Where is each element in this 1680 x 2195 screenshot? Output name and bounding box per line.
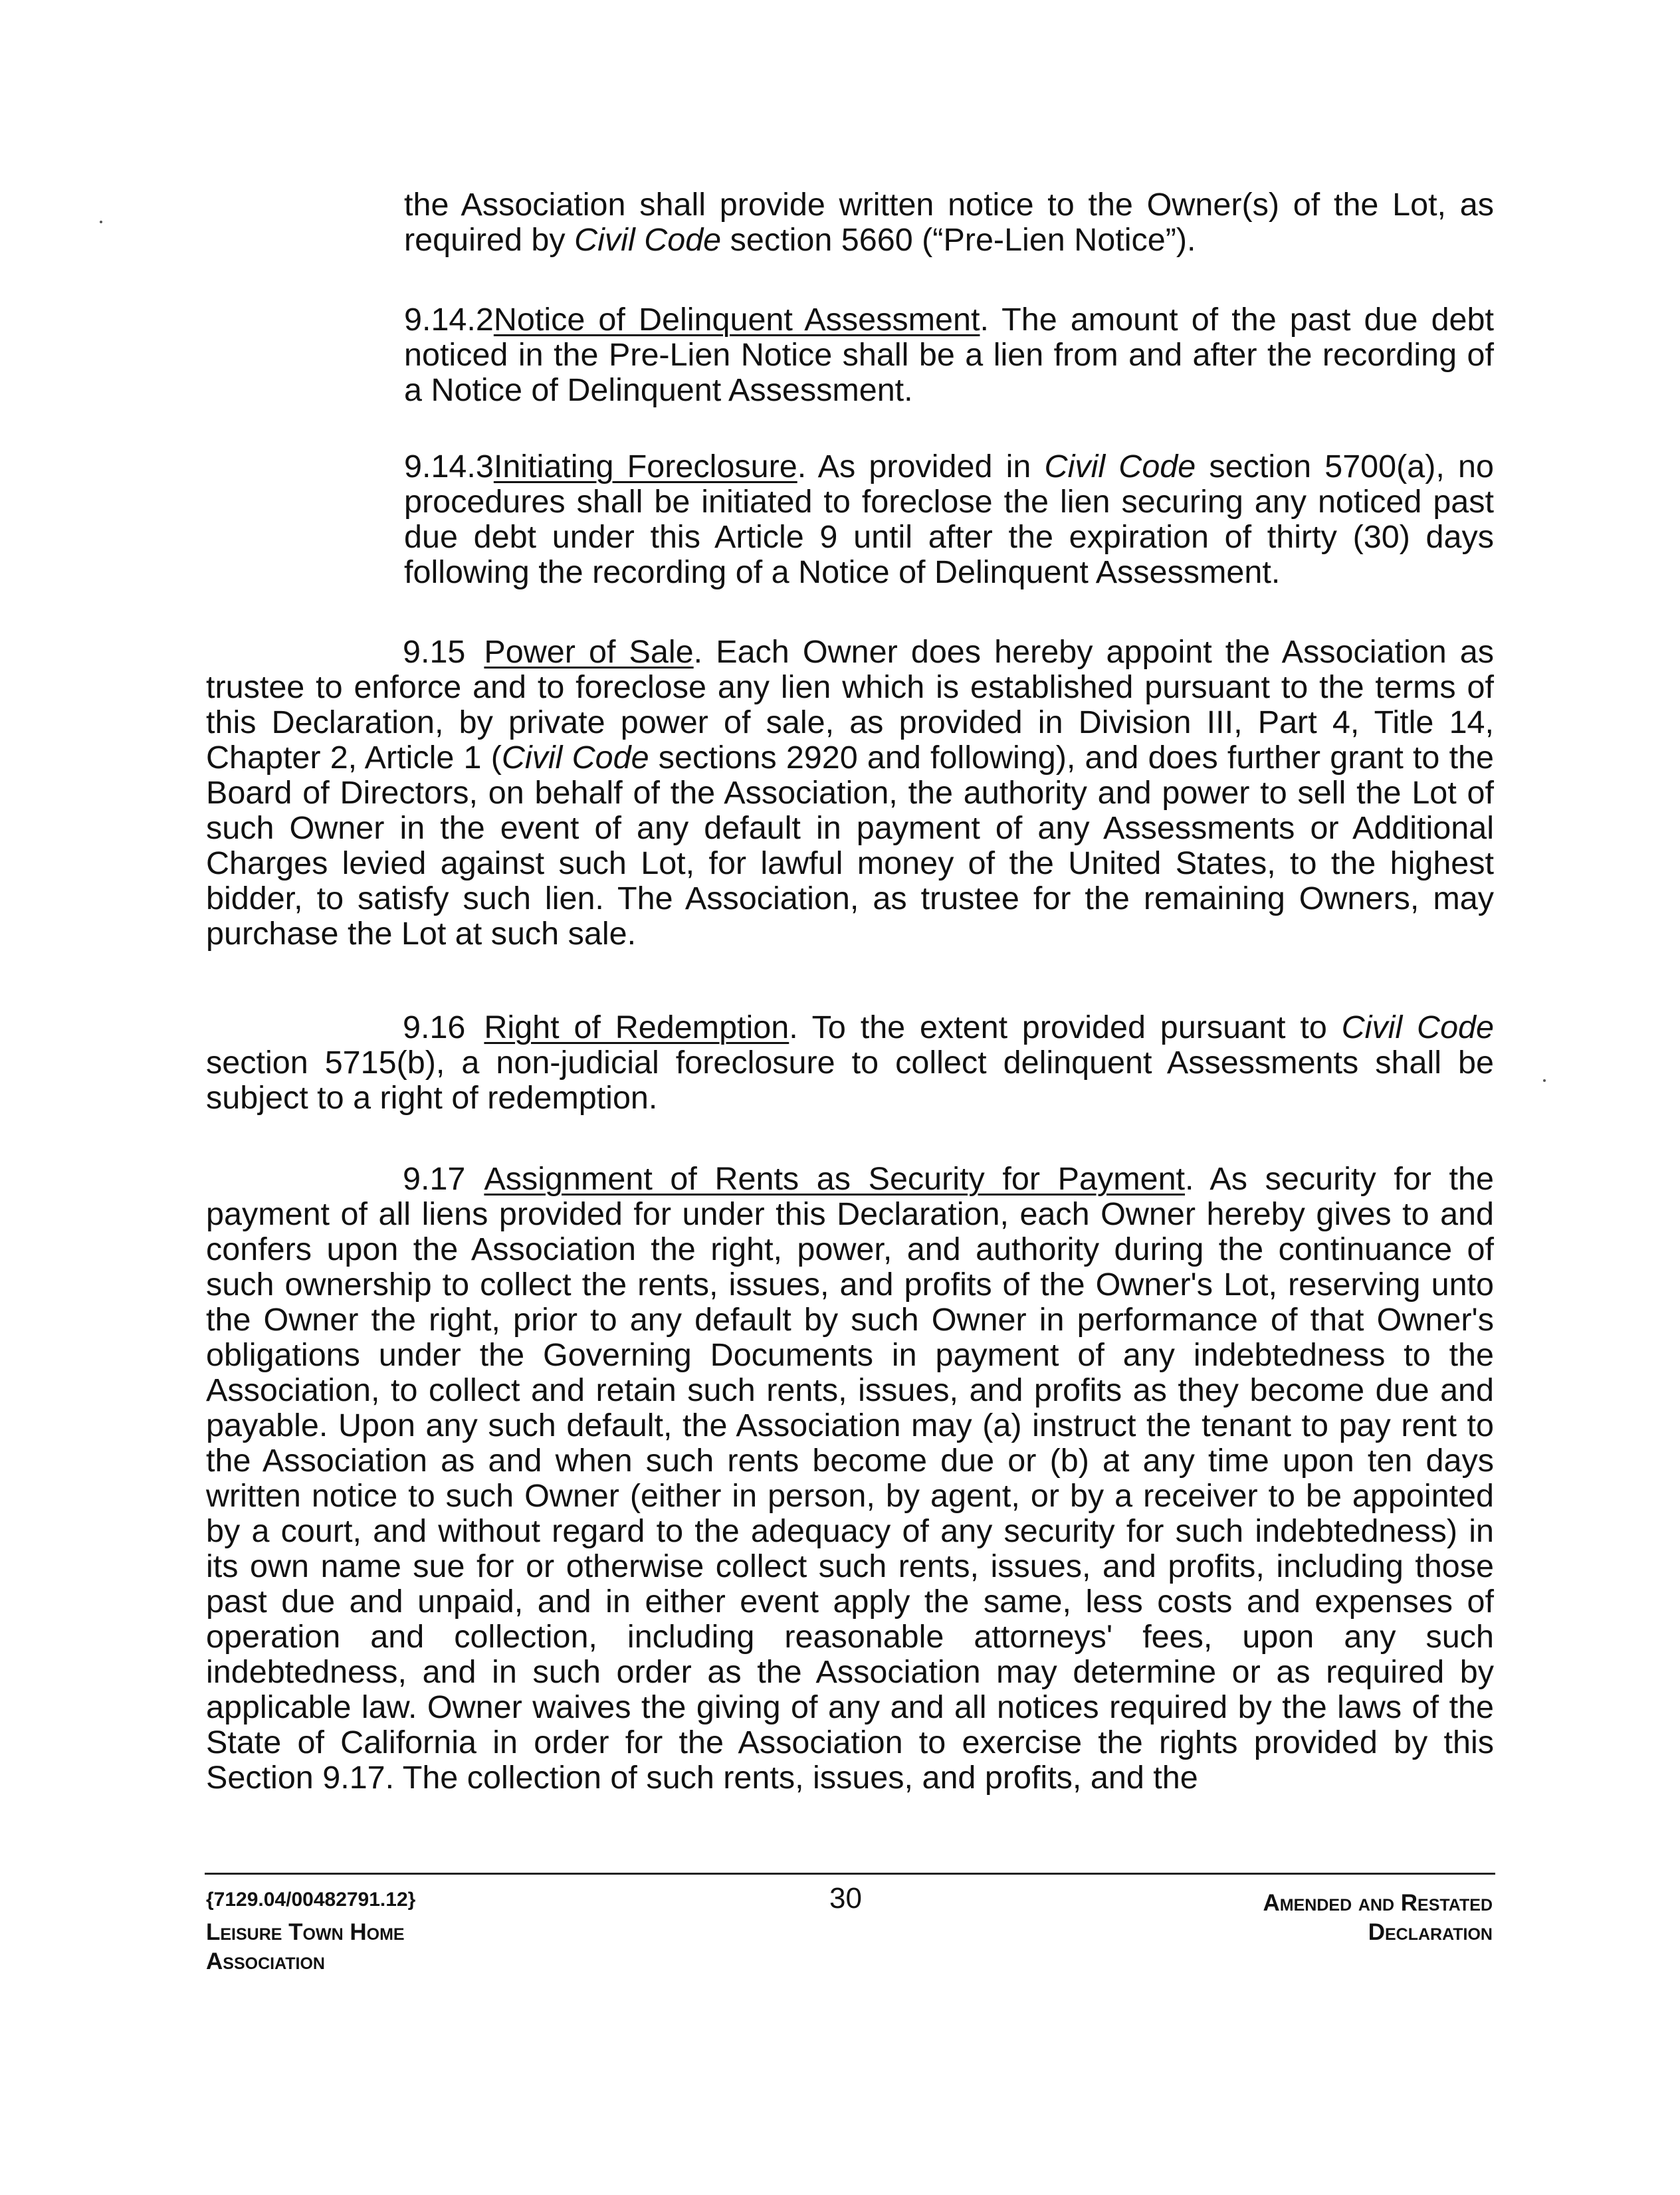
section-heading: Initiating Foreclosure (493, 449, 797, 484)
footer-association-line-2: Association (206, 1948, 325, 1974)
section-number: 9.14.3 (404, 449, 494, 484)
section-number: 9.14.2 (404, 302, 494, 338)
footer-document-title (1263, 1889, 1493, 1947)
section-9-14-1-continuation: the Association shall provide written notice to the Owner(s) of the Lot, as required by Civil Code section 5660 (“Pre-Lien Notice”). (404, 187, 1494, 258)
section-9-14-2: 9.14.2Notice of Delinquent Assessment. The amount of the past due debt noticed in the Pre-Lien Notice shall be a lien from and after the recording of a Notice of Delinquent Assessment. (404, 302, 1494, 408)
section-heading: Notice of Delinquent Assessment (493, 302, 980, 338)
section-number: 9.17 (403, 1161, 466, 1197)
section-heading: Power of Sale (484, 634, 694, 670)
footer-rule (205, 1873, 1495, 1875)
footer-title-line-2: Declaration (1368, 1919, 1493, 1945)
section-9-15: 9.15 Power of Sale. Each Owner does hereby appoint the Association as trustee to enforce and to foreclose any lien which is established pursuant to the terms of this Declaration, by private power of sale, as provided in Division III, Part 4, Title 14, Chapter 2, Article 1 (Civil Code sections 2920 and following), and does further grant to the Board of Directors, on behalf of the Association, the authority and power to sell the Lot of such Owner in the event of any default in payment of any Assessments or Additional Charges levied against such Lot, for lawful money of the United States, to the highest bidder, to satisfy such lien. The Association, as trustee for the remaining Owners, may purchase the Lot at such sale. (206, 634, 1494, 952)
section-9-14-3: 9.14.3Initiating Foreclosure. As provided in Civil Code section 5700(a), no procedures shall be initiated to foreclose the lien securing any noticed past due debt under this Article 9 until after the expiration of thirty (30) days following the recording of a Notice of Delinquent Assessment. (404, 449, 1494, 590)
section-number: 9.15 (403, 634, 466, 670)
scan-speck (100, 221, 102, 223)
footer-title-line-1: Amended and Restated (1263, 1890, 1493, 1916)
section-heading: Right of Redemption (484, 1009, 789, 1045)
scan-speck (1543, 1079, 1546, 1082)
footer-doc-code: {7129.04/00482791.12} (206, 1889, 416, 1911)
footer-association-name (206, 1918, 405, 1976)
section-9-16: 9.16 Right of Redemption. To the extent provided pursuant to Civil Code section 5715(b), a non-judicial foreclosure to collect delinquent Assessments shall be subject to a right of redemption. (206, 1009, 1494, 1116)
footer-association-line-1: Leisure Town Home (206, 1919, 405, 1945)
section-number: 9.16 (403, 1009, 466, 1045)
section-heading: Assignment of Rents as Security for Payment (484, 1161, 1186, 1197)
page-number: 30 (829, 1882, 862, 1915)
section-9-17: 9.17 Assignment of Rents as Security for Payment. As security for the payment of all liens provided for under this Declaration, each Owner hereby gives to and confers upon the Association the right, power, and authority during the continuance of such ownership to collect the rents, issues, and profits of the Owner's Lot, reserving unto the Owner the right, prior to any default by such Owner in performance of that Owner's obligations under the Governing Documents in payment of any indebtedness to the Association, to collect and retain such rents, issues, and profits as they become due and payable. Upon any such default, the Association may (a) instruct the tenant to pay rent to the Association as and when such rents become due or (b) at any time upon ten days written notice to such Owner (either in person, by agent, or by a receiver to be appointed by a court, and without regard to the adequacy of any security for such indebtedness) in its own name sue for or otherwise collect such rents, issues, and profits, including those past due and unpaid, and in either event apply the same, less costs and expenses of operation and collection, including reasonable attorneys' fees, upon any such indebtedness, and in such order as the Association may determine or as required by applicable law. Owner waives the giving of any and all notices required by the laws of the State of California in order for the Association to exercise the rights provided by this Section 9.17. The collection of such rents, issues, and profits, and the (206, 1161, 1494, 1796)
